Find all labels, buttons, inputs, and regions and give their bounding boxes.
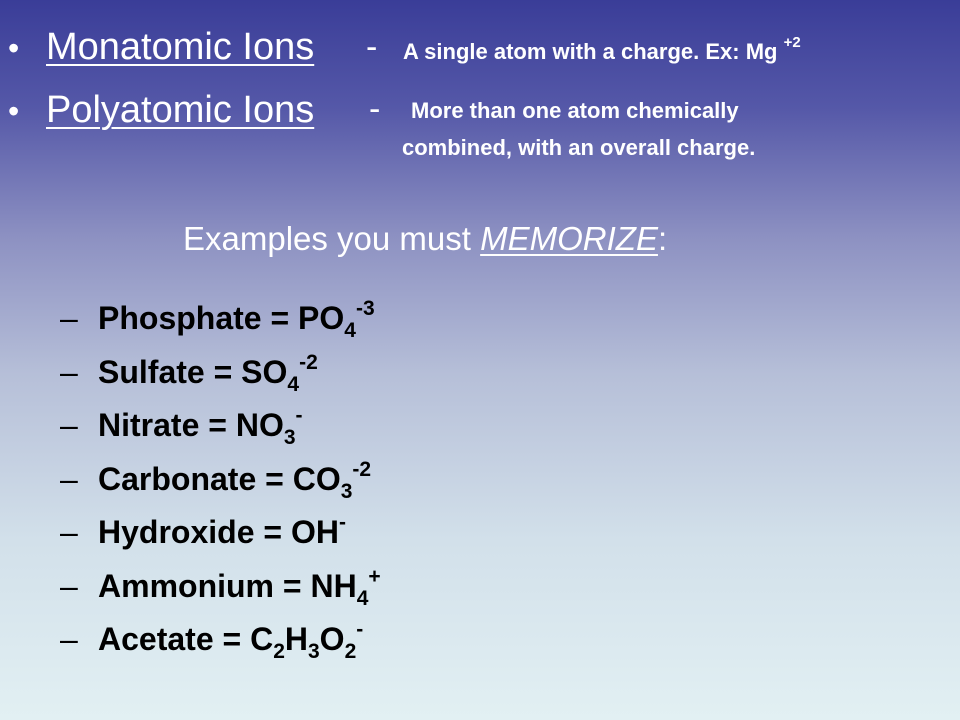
examples-heading-suffix: : (657, 220, 668, 257)
formula-element: CO (292, 460, 341, 497)
equals-sign: = (213, 621, 251, 657)
definition-separator: - (366, 28, 378, 66)
bullet-icon: • (8, 93, 20, 129)
ion-entry (98, 511, 346, 551)
formula-charge: -3 (355, 297, 375, 320)
formula-charge: + (368, 564, 381, 588)
ion-name: Acetate (98, 621, 214, 657)
formula-charge: - (356, 618, 364, 641)
ion-entry (98, 404, 303, 449)
definition-separator: - (369, 90, 381, 128)
list-item (60, 404, 381, 461)
definition-text-line1: More than one atom chemically (411, 98, 739, 123)
formula-subscript: 3 (283, 426, 296, 449)
formula-element: OH (290, 514, 339, 550)
equals-sign: = (254, 514, 291, 550)
charge-superscript: +2 (783, 34, 801, 51)
formula-subscript: 4 (344, 319, 356, 342)
term-polyatomic-ions: Polyatomic Ions (46, 89, 315, 131)
list-dash: – (60, 460, 78, 497)
formula-subscript: 2 (273, 640, 285, 663)
ion-entry (98, 350, 318, 396)
list-item (60, 618, 381, 675)
definition-text: A single atom with a charge. Ex: Mg (403, 39, 778, 64)
ion-formula (241, 350, 318, 396)
formula-subscript: 3 (340, 479, 353, 503)
examples-heading (183, 220, 667, 258)
list-item (60, 564, 381, 622)
formula-element: H (284, 621, 308, 657)
equals-sign: = (261, 300, 299, 336)
list-item (60, 457, 381, 515)
bullet-icon: • (8, 30, 20, 66)
formula-subscript: 4 (287, 372, 300, 396)
term-monatomic-ions: Monatomic Ions (46, 26, 315, 68)
ion-name: Ammonium (98, 567, 274, 604)
formula-subscript: 4 (356, 586, 369, 610)
ion-name: Hydroxide (98, 514, 255, 550)
examples-heading-prefix: Examples you must (183, 220, 481, 257)
list-dash: – (60, 514, 78, 550)
ion-formula (290, 511, 346, 550)
ion-entry (98, 457, 372, 503)
list-dash: – (60, 621, 78, 657)
list-dash: – (60, 567, 78, 604)
ion-formula (292, 457, 372, 503)
ion-name: Nitrate (98, 407, 200, 443)
formula-element: C (250, 621, 274, 657)
list-dash: – (60, 300, 78, 336)
formula-charge: -2 (352, 457, 372, 481)
formula-charge: - (338, 511, 346, 534)
formula-element: O (319, 621, 345, 657)
ion-formula (250, 618, 364, 663)
formula-subscript: 2 (344, 640, 357, 663)
list-item (60, 350, 381, 408)
equals-sign: = (199, 407, 236, 443)
list-item (60, 297, 381, 354)
ion-name: Carbonate (98, 460, 257, 497)
equals-sign: = (256, 460, 293, 497)
formula-charge: -2 (299, 350, 318, 374)
examples-heading-emphasis: MEMORIZE (480, 220, 658, 257)
list-dash: – (60, 407, 78, 443)
ion-name: Sulfate (98, 353, 205, 390)
formula-charge: - (295, 404, 303, 427)
ion-entry (98, 564, 381, 610)
list-dash: – (60, 353, 78, 390)
ion-list (60, 297, 381, 675)
ion-name: Phosphate (98, 300, 262, 336)
ion-formula (310, 564, 381, 610)
ion-entry (98, 618, 364, 663)
formula-element: SO (241, 353, 288, 390)
formula-element: NO (235, 407, 284, 443)
formula-element: NH (310, 567, 357, 604)
ion-formula (235, 404, 303, 449)
formula-subscript: 3 (307, 640, 320, 663)
equals-sign: = (204, 353, 242, 390)
list-item (60, 511, 381, 568)
ion-entry (98, 297, 375, 342)
formula-element: PO (298, 300, 345, 336)
ion-formula (298, 297, 375, 342)
definition-text-line2: combined, with an overall charge. (402, 135, 756, 160)
definition-text-monatomic (403, 32, 801, 68)
equals-sign: = (274, 567, 311, 604)
